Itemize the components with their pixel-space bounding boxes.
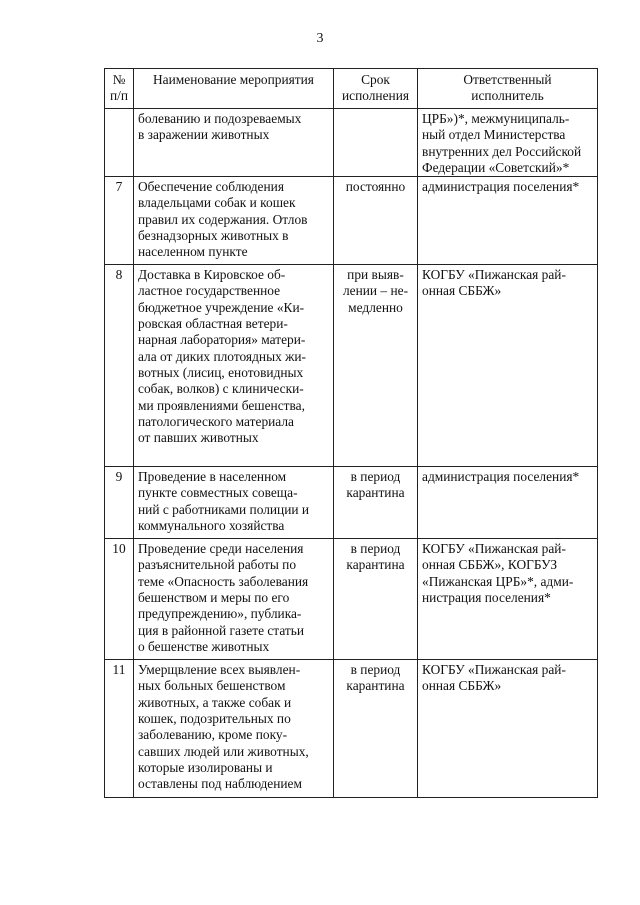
measure-name-line: вотных (лисиц, енотовидных [138,364,304,380]
page-number: 3 [316,31,324,46]
measure-name-line: которые изолированы и [138,759,273,775]
measure-name-line: населенном пункте [138,244,248,260]
measure-name-line: собак, волков) с клинически- [138,381,304,397]
execution-term [334,467,418,539]
responsible-executor [418,177,598,265]
header-num-line: п/п [109,88,129,104]
responsible-executor-line: администрация поселения* [422,179,580,195]
header-name [134,69,334,109]
responsible-executor [418,109,598,177]
table-header-row [105,69,598,109]
responsible-executor-line: онная СББЖ» [422,678,502,694]
responsible-executor [418,660,598,798]
measure-name-line: Обеспечение соблюдения [138,179,284,195]
table-row [105,265,598,467]
measure-name-line: ний с работниками полиции и [138,501,310,517]
table-row [105,467,598,539]
measure-name-line: ластное государственное [138,283,281,299]
measure-name-line: теме «Опасность заболевания [138,573,309,589]
header-responsible-line: исполнитель [471,88,544,104]
measures-table [104,68,598,798]
table-row [105,109,598,177]
measure-name [134,109,334,177]
execution-term-line: постоянно [345,179,406,195]
measure-name-line: Проведение в населенном [138,469,287,485]
measure-name-line: коммунального хозяйства [138,518,285,534]
measure-name-line: предупреждению», публика- [138,606,302,622]
responsible-executor [418,467,598,539]
table-row [105,539,598,660]
measure-name-line: савших людей или животных, [138,743,309,759]
row-number: 9 [105,467,134,539]
measure-name-line: Доставка в Кировское об- [138,267,286,283]
execution-term-line: медленно [348,299,403,315]
measure-name-line: заболеванию, кроме поку- [138,727,288,743]
execution-term-line: карантина [346,678,405,694]
measure-name-line: правил их содержания. Отлов [138,211,308,227]
header-responsible-line: Ответственный [463,72,552,87]
measure-name-line: патологического материала [138,413,294,429]
measure-name-line: разъяснительной работы по [138,557,297,573]
measure-name-line: владельцами собак и кошек [138,195,296,211]
measure-name-line: нарная лаборатория» матери- [138,332,306,348]
measure-name-line: ровская областная ветери- [138,316,288,332]
row-number: 11 [105,660,134,798]
measure-name-line: в заражении животных [138,127,270,143]
measure-name-line: Проведение среди населения [138,541,304,557]
responsible-executor-line: администрация поселения* [422,469,580,485]
row-number [105,109,134,177]
measure-name [134,467,334,539]
measure-name-line: кошек, подозрительных по [138,711,291,727]
execution-term-line: лении – не- [342,283,409,299]
header-name-line: Наименование мероприятия [153,72,314,87]
measure-name [134,177,334,265]
responsible-executor-line: внутренних дел Российской [422,143,582,159]
measure-name-line: животных, а также собак и [138,694,292,710]
measure-name-line: Умерщвление всех выявлен- [138,662,301,678]
execution-term [334,265,418,467]
measure-name-line: от павших животных [138,430,259,446]
execution-term-line: в период [350,541,401,557]
responsible-executor [418,539,598,660]
measure-name [134,660,334,798]
measure-name-line: ала от диких плотоядных жи- [138,348,306,364]
table-body [105,109,598,798]
responsible-executor [418,265,598,467]
responsible-executor-line: «Пижанская ЦРБ»*, адми- [422,573,574,589]
measure-name-line: оставлены под наблюдением [138,776,302,792]
header-term [334,69,418,109]
execution-term-line: в период [350,662,401,678]
table-row [105,177,598,265]
responsible-executor-line: ный отдел Министерства [422,127,566,143]
measure-name-line: болеванию и подозреваемых [138,111,302,126]
header-term-line: Срок [361,72,390,87]
responsible-executor-line: онная СББЖ», КОГБУЗ [422,557,558,573]
responsible-executor-line: нистрация поселения* [422,590,551,606]
responsible-executor-line: онная СББЖ» [422,283,502,299]
row-number: 7 [105,177,134,265]
responsible-executor-line: Федерации «Советский»* [422,159,570,175]
execution-term-line: в период [350,469,401,485]
measure-name-line: ми проявлениями бешенства, [138,397,305,413]
measure-name-line: пункте совместных совеща- [138,485,298,501]
table-row [105,660,598,798]
execution-term [334,109,418,177]
header-num-line: № [112,72,126,87]
execution-term [334,177,418,265]
measure-name-line: о бешенстве животных [138,638,270,654]
measure-name-line: безнадзорных животных в [138,228,289,244]
execution-term-line: карантина [346,485,405,501]
measure-name-line: бюджетное учреждение «Ки- [138,299,305,315]
execution-term [334,660,418,798]
header-responsible [418,69,598,109]
measure-name-line: бешенством и меры по его [138,590,290,606]
execution-term-line: карантина [346,557,405,573]
execution-term-line: при выяв- [347,267,404,283]
measure-name [134,265,334,467]
row-number: 8 [105,265,134,467]
responsible-executor-line: КОГБУ «Пижанская рай- [422,541,566,557]
header-term-line: исполнения [341,88,410,104]
measure-name-line: ция в районной газете статьи [138,622,305,638]
responsible-executor-line: КОГБУ «Пижанская рай- [422,662,566,678]
responsible-executor-line: ЦРБ»)*, межмуниципаль- [422,111,570,126]
responsible-executor-line: КОГБУ «Пижанская рай- [422,267,566,283]
row-number: 10 [105,539,134,660]
measure-name [134,539,334,660]
header-num [105,69,134,109]
measure-name-line: ных больных бешенством [138,678,286,694]
execution-term [334,539,418,660]
